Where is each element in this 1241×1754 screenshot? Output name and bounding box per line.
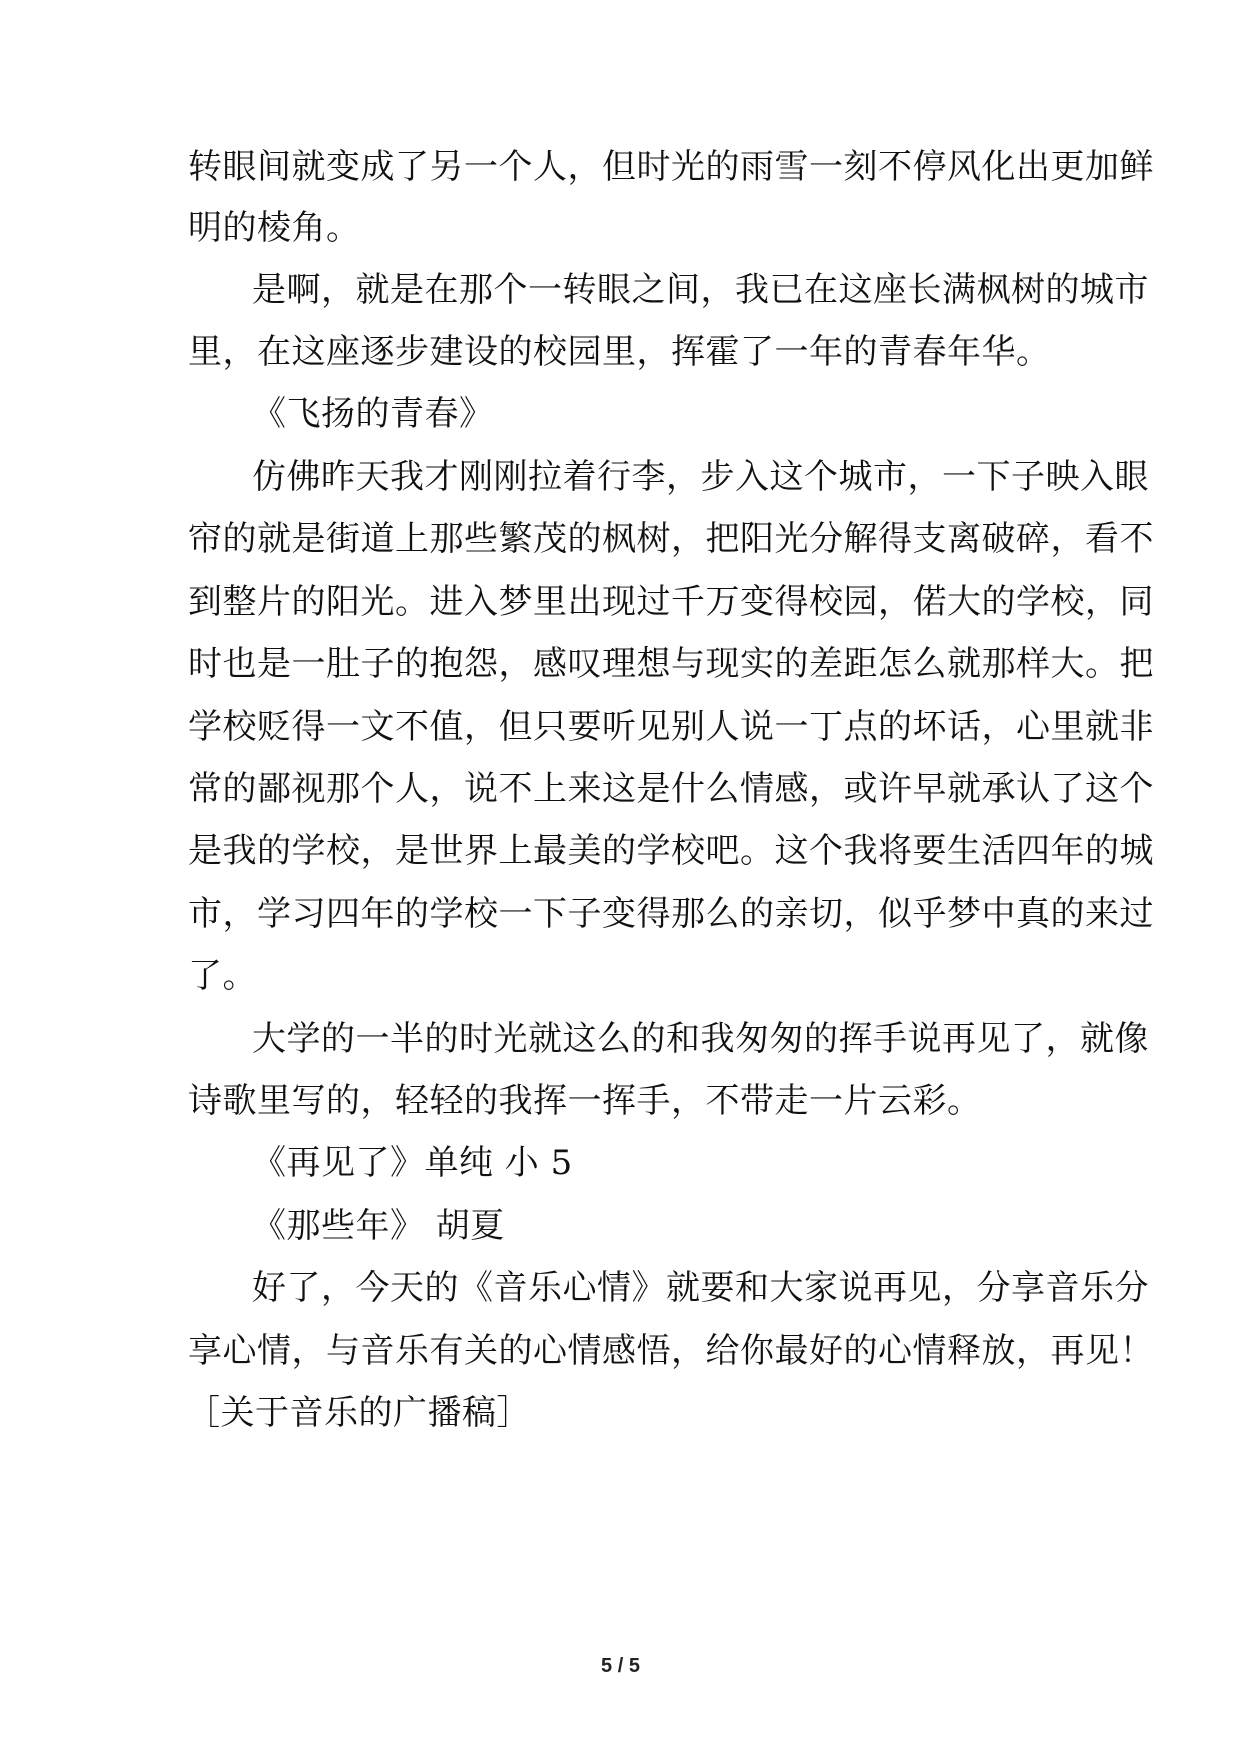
body-line: 市，学习四年的学校一下子变得那么的亲切，似乎梦中真的来过 <box>188 894 1154 934</box>
body-line: 诗歌里写的，轻轻的我挥一挥手，不带走一片云彩。 <box>188 1081 982 1121</box>
body-line: 常的鄙视那个人，说不上来这是什么情感，或许早就承认了这个 <box>188 769 1154 809</box>
page-number: 5 / 5 <box>601 1655 640 1677</box>
body-line: 享心情，与音乐有关的心情感悟，给你最好的心情释放，再见！ <box>188 1331 1154 1371</box>
body-line: 学校贬得一文不值，但只要听见别人说一丁点的坏话，心里就非 <box>188 707 1154 747</box>
paragraph-first-line: 仿佛昨天我才刚刚拉着行李，步入这个城市，一下子映入眼 <box>252 457 1149 497</box>
song-title: 《飞扬的青春》 <box>252 394 494 434</box>
song-title: 《再见了》单纯 小 5 <box>252 1143 573 1183</box>
body-line: 明的棱角。 <box>188 208 361 248</box>
body-line: 时也是一肚子的抱怨，感叹理想与现实的差距怎么就那样大。把 <box>188 644 1154 684</box>
paragraph-first-line: 好了，今天的《音乐心情》就要和大家说再见，分享音乐分 <box>252 1268 1149 1308</box>
body-line: 帘的就是街道上那些繁茂的枫树，把阳光分解得支离破碎，看不 <box>188 519 1154 559</box>
document-tag: ［关于音乐的广播稿］ <box>186 1393 531 1433</box>
song-title: 《那些年》 胡夏 <box>252 1206 505 1246</box>
body-line: 是我的学校，是世界上最美的学校吧。这个我将要生活四年的城 <box>188 831 1154 871</box>
paragraph-first-line: 大学的一半的时光就这么的和我匆匆的挥手说再见了，就像 <box>252 1019 1149 1059</box>
paragraph-first-line: 是啊，就是在那个一转眼之间，我已在这座长满枫树的城市 <box>252 270 1149 310</box>
body-line: 转眼间就变成了另一个人，但时光的雨雪一刻不停风化出更加鲜 <box>188 147 1154 187</box>
body-line: 到整片的阳光。进入梦里出现过千万变得校园，偌大的学校，同 <box>188 582 1154 622</box>
body-line: 里，在这座逐步建设的校园里，挥霍了一年的青春年华。 <box>188 332 1051 372</box>
body-line: 了。 <box>188 956 257 996</box>
